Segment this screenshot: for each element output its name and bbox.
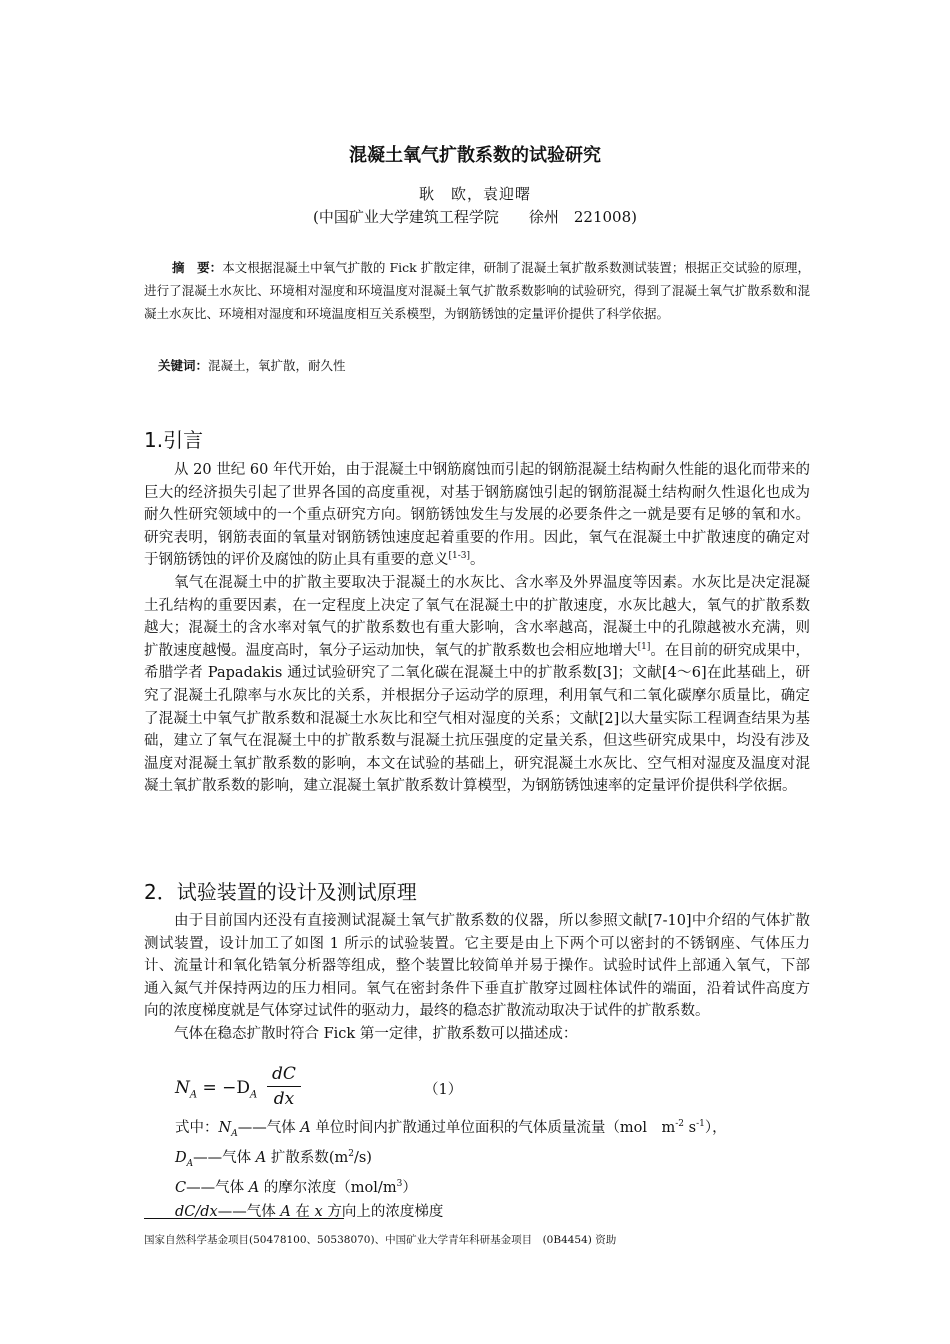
abstract <box>144 256 810 325</box>
footnote-divider <box>144 1218 344 1219</box>
equation-lhs: $N_A = -D_A$ <box>175 1078 258 1101</box>
citation: [1] <box>637 641 651 652</box>
abstract-text: 本文根据混凝土中氧气扩散的 Fick 扩散定律，研制了混凝土氧扩散系数测试装置；根据正交试验的原理，进行了混凝土水灰比、环境相对湿度和环境温度对混凝土氧气扩散系数影响的试验研究，得到了混凝土氧气扩散系数和混凝土水灰比、环境相对湿度和环境温度相互关系模型，为钢筋锈蚀的定量评价提供了科学依据。 <box>144 260 810 321</box>
variable-definitions <box>175 1116 815 1224</box>
section-2-heading: 2．试验装置的设计及测试原理 <box>144 880 417 904</box>
footnote: 国家自然科学基金项目(50478100、50538070)、中国矿业大学青年科研基金项目 (0B4454) 资助 <box>144 1234 617 1246</box>
section-1-heading: 1.引言 <box>144 428 204 452</box>
fraction-numerator: dC <box>267 1064 301 1087</box>
paper-authors: 耿 欧，袁迎曙 <box>418 185 531 203</box>
keywords <box>158 354 808 377</box>
paragraph-text: 氧气在混凝土中的扩散主要取决于混凝土的水灰比、含水率及外界温度等因素。水灰比是决定混凝土孔结构的重要因素，在一定程度上决定了氧气在混凝土中的扩散速度，水灰比越大，氧气的扩散系数越大；混凝土的含水率对氧气的扩散系数也有重大影响，含水率越高，混凝土中的孔隙越被水充满，则扩散速度越慢。温度高时，氧分子运动加快，氧气的扩散系数也会相应地增大 <box>144 574 810 659</box>
paper-title: 混凝土氧气扩散系数的试验研究 <box>349 145 601 166</box>
paragraph-text: 。在目前的研究成果中，希腊学者 Papadakis 通过试验研究了二氧化碳在混凝土中的扩散系数[3]；文献[4～6]在此基础上，研究了混凝土孔隙率与水灰比的关系，并根据分子运动学的原理，利用氧气和二氧化碳摩尔质量比，确定了混凝土中氧气扩散系数和混凝土水灰比和空气相对湿度的关系；文献[2]以大量实际工程调查结果为基础，建立了氧气在混凝土中的扩散系数与混凝土抗压强度的定量关系，但这些研究成果中，均没有涉及温度对混凝土氧扩散系数的影响，本文在试验的基础上，研究混凝土水灰比、空气相对湿度及温度对混凝土氧扩散系数的影响，建立混凝土氧扩散系数计算模型，为钢筋锈蚀速率的定量评价提供科学依据。 <box>144 642 811 795</box>
paragraph: 由于目前国内还没有直接测试混凝土氧气扩散系数的仪器，所以参照文献[7-10]中介绍的气体扩散测试装置，设计加工了如图 1 所示的试验装置。它主要是由上下两个可以密封的不锈钢座、气体压力计、流量计和氧化锆氧分析器等组成，整个装置比较简单并易于操作。试验时试件上部通入氧气，下部通入氮气并保持两边的压力相同。氧气在密封条件下垂直扩散穿过圆柱体试件的端面，沿着试件高度方向的浓度梯度就是气体穿过试件的驱动力，最终的稳态扩散流动取决于试件的扩散系数。 <box>144 913 810 1020</box>
definition-na: 式中：$N_A——$气体 A 单位时间内扩散通过单位面积的气体质量流量（mol $m^{-2}$ $s^{-1}$）， <box>175 1119 727 1139</box>
paragraph: 气体在稳态扩散时符合 Fick 第一定律，扩散系数可以描述成： <box>174 1025 578 1042</box>
keywords-label: 关键词： <box>158 358 209 373</box>
keywords-text: 混凝土，氧扩散，耐久性 <box>208 358 346 373</box>
definition-da: $D_A——$气体 A 扩散系数$(m^2/s)$ <box>175 1149 372 1169</box>
equation-number: （1） <box>424 1082 463 1098</box>
abstract-label: 摘 要： <box>172 260 223 275</box>
citation: [1-3] <box>448 551 471 562</box>
paragraph <box>144 572 810 798</box>
equation-fraction <box>267 1064 301 1109</box>
definition-dcdx: dC/dx——气体 A 在 x 方向上的浓度梯度 <box>175 1203 444 1220</box>
paragraph-end: 。 <box>470 552 485 569</box>
paragraph <box>144 459 810 572</box>
fraction-denominator: dx <box>273 1089 295 1109</box>
paper-affiliation: (中国矿业大学建筑工程学院 徐州 221008) <box>313 208 637 226</box>
section-1-body <box>144 459 810 798</box>
definition-c: C——气体 A 的摩尔浓度$(mol/m^3)$ <box>175 1178 417 1196</box>
section-2-body <box>144 910 810 1046</box>
paragraph-text: 从 20 世纪 60 年代开始，由于混凝土中钢筋腐蚀而引起的钢筋混凝土结构耐久性能的退化而带来的巨大的经济损失引起了世界各国的高度重视，对基于钢筋腐蚀引起的钢筋混凝土结构耐久性退化也成为耐久性研究领域中的一个重点研究方向。钢筋锈蚀发生与发展的必要条件之一就是要有足够的氧和水。研究表明，钢筋表面的氧量对钢筋锈蚀速度起着重要的作用。因此，氧气在混凝土中扩散速度的确定对于钢筋锈蚀的评价及腐蚀的防止具有重要的意义 <box>144 462 810 569</box>
